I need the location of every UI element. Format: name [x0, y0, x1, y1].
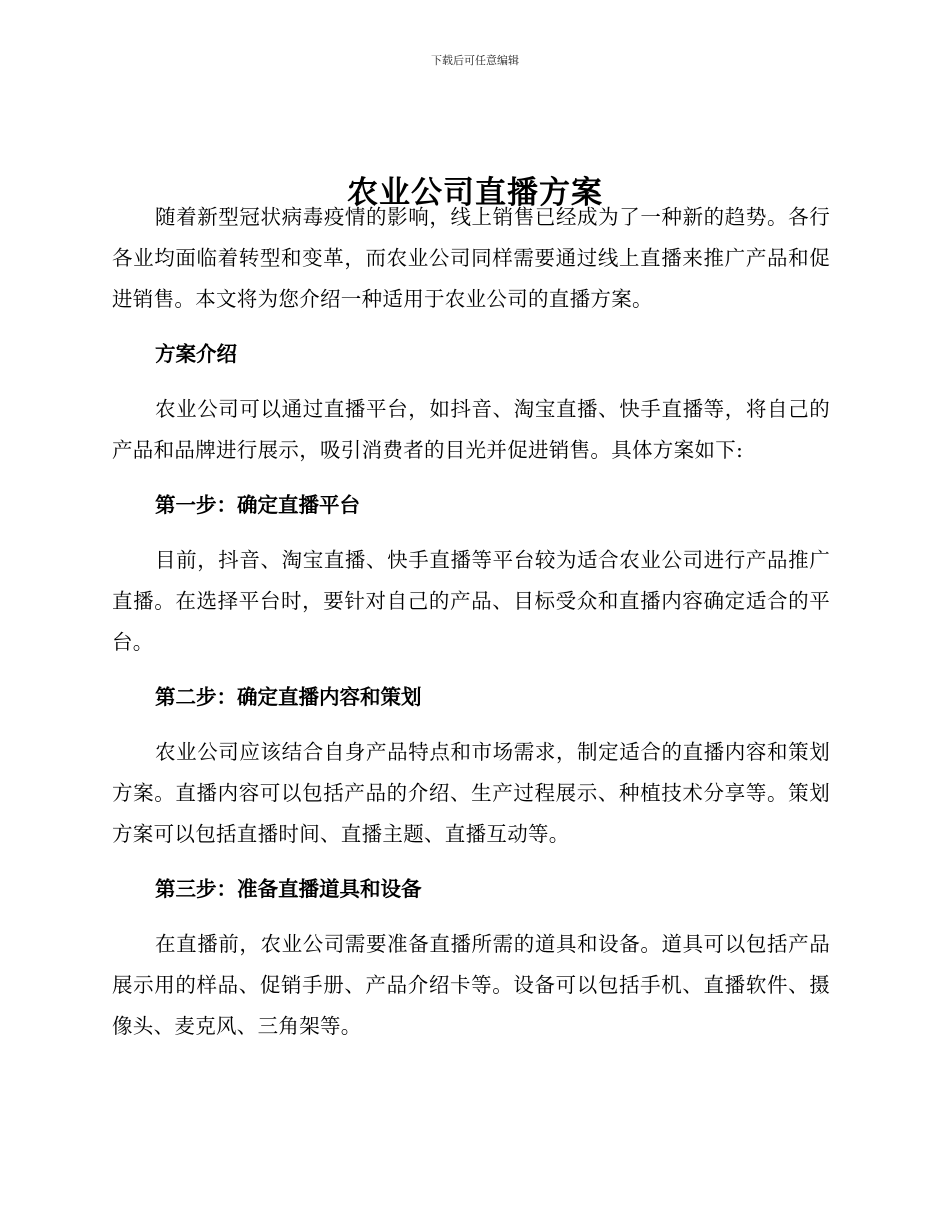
intro-paragraph: 随着新型冠状病毒疫情的影响，线上销售已经成为了一种新的趋势。各行各业均面临着转型和变革，而农业公司同样需要通过线上直播来推广产品和促进销售。本文将为您介绍一种适用于农业公司的直播方案。 [112, 205, 830, 311]
section-body-overview: 农业公司可以通过直播平台，如抖音、淘宝直播、快手直播等，将自己的产品和品牌进行展示，吸引消费者的目光并促进销售。具体方案如下: [112, 397, 830, 462]
section-body-step2: 农业公司应该结合自身产品特点和市场需求，制定适合的直播内容和策划方案。直播内容可以包括产品的介绍、生产过程展示、种植技术分享等。策划方案可以包括直播时间、直播主题、直播互动等。 [112, 740, 830, 846]
section-body-step1: 目前，抖音、淘宝直播、快手直播等平台较为适合农业公司进行产品推广直播。在选择平台时，要针对自己的产品、目标受众和直播内容确定适合的平台。 [112, 548, 830, 654]
document-title: 农业公司直播方案 [347, 174, 603, 211]
section-heading-overview: 方案介绍 [155, 342, 237, 366]
section-body-step3: 在直播前，农业公司需要准备直播所需的道具和设备。道具可以包括产品展示用的样品、促销手册、产品介绍卡等。设备可以包括手机、直播软件、摄像头、麦克风、三角架等。 [112, 932, 830, 1038]
document-body [112, 197, 830, 1047]
section-heading-step3: 第三步：准备直播道具和设备 [155, 877, 422, 901]
section-heading-step2: 第二步：确定直播内容和策划 [155, 685, 422, 709]
section-heading-step1: 第一步：确定直播平台 [155, 493, 360, 517]
page-header-note: 下载后可任意编辑 [431, 54, 519, 67]
